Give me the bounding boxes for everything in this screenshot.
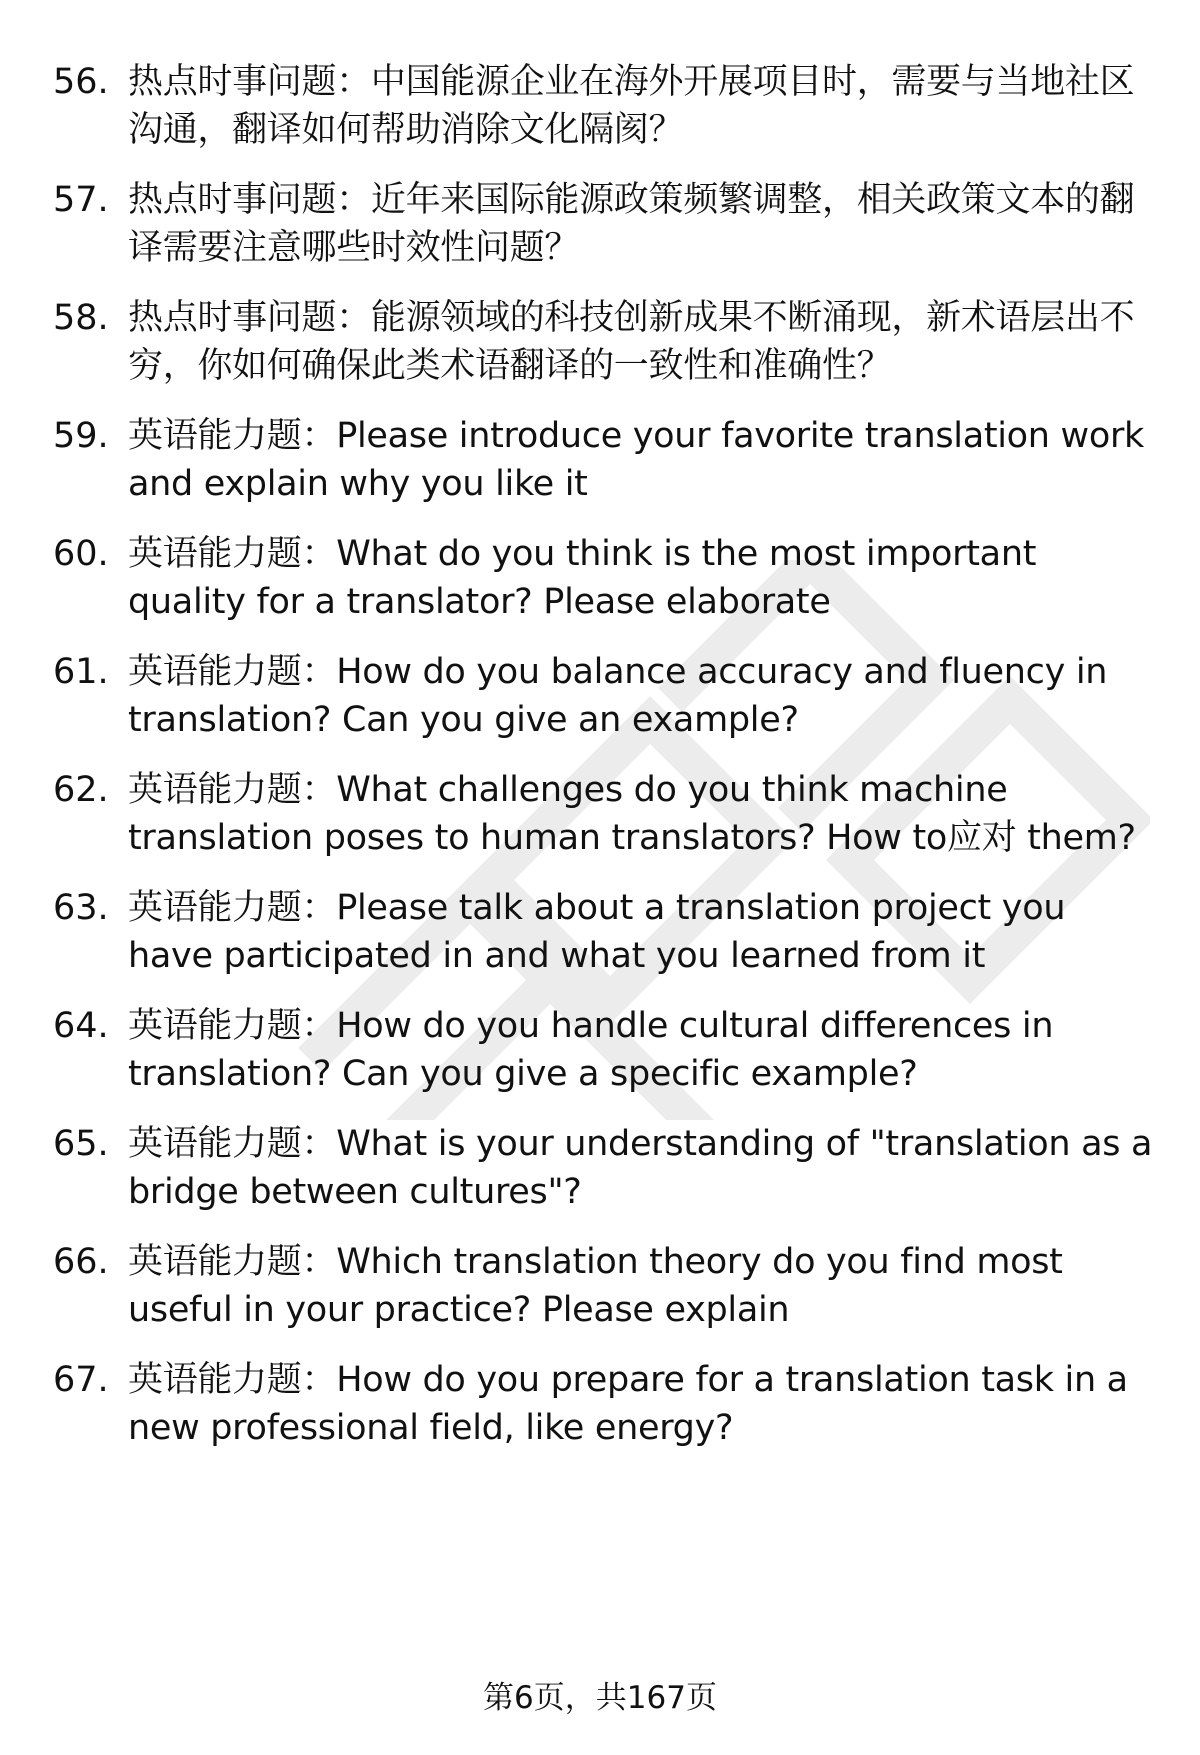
list-item	[0, 1002, 1200, 1112]
question-number: 60.	[53, 534, 109, 574]
question-number: 64.	[53, 1006, 109, 1046]
question-number: 62.	[53, 770, 109, 810]
question-text: 英语能力题：Please talk about a translation project you have participated in and what you learned from it	[128, 888, 1066, 976]
question-number: 58.	[53, 298, 109, 338]
list-item	[0, 294, 1200, 404]
question-text: 英语能力题：Which translation theory do you find most useful in your practice? Please explain	[128, 1242, 1063, 1330]
list-item	[0, 1120, 1200, 1230]
question-text: 英语能力题：How do you handle cultural differences in translation? Can you give a specific example?	[128, 1006, 1054, 1094]
list-item	[0, 766, 1200, 876]
question-number: 67.	[53, 1360, 109, 1400]
question-number: 66.	[53, 1242, 109, 1282]
question-number: 56.	[53, 62, 109, 102]
question-text: 热点时事问题：能源领域的科技创新成果不断涌现，新术语层出不穷，你如何确保此类术语翻译的一致性和准确性？	[128, 298, 1135, 386]
list-item	[0, 530, 1200, 640]
list-item	[0, 58, 1200, 168]
question-number: 61.	[53, 652, 109, 692]
list-item	[0, 1238, 1200, 1348]
question-text: 英语能力题：Please introduce your favorite translation work and explain why you like it	[128, 416, 1145, 504]
list-item	[0, 1356, 1200, 1466]
question-number: 57.	[53, 180, 109, 220]
question-text: 英语能力题：What do you think is the most important quality for a translator? Please elaborate	[128, 534, 1037, 622]
question-text: 英语能力题：How do you prepare for a translation task in a new professional field, like energy?	[128, 1360, 1128, 1448]
list-item	[0, 176, 1200, 286]
question-number: 63.	[53, 888, 109, 928]
list-item	[0, 412, 1200, 522]
list-item	[0, 884, 1200, 994]
question-number: 59.	[53, 416, 109, 456]
question-text: 英语能力题：How do you balance accuracy and fluency in translation? Can you give an example?	[128, 652, 1108, 740]
page-indicator: 第6页，共167页	[483, 1680, 717, 1716]
question-text: 热点时事问题：近年来国际能源政策频繁调整，相关政策文本的翻译需要注意哪些时效性问题？	[128, 180, 1135, 268]
question-text: 英语能力题：What is your understanding of "translation as a bridge between cultures"?	[128, 1124, 1153, 1212]
list-item	[0, 648, 1200, 758]
question-number: 65.	[53, 1124, 109, 1164]
question-text: 热点时事问题：中国能源企业在海外开展项目时，需要与当地社区沟通，翻译如何帮助消除文化隔阂？	[128, 62, 1135, 150]
question-text: 英语能力题：What challenges do you think machine translation poses to human translators? How to应对 them?	[128, 770, 1136, 858]
